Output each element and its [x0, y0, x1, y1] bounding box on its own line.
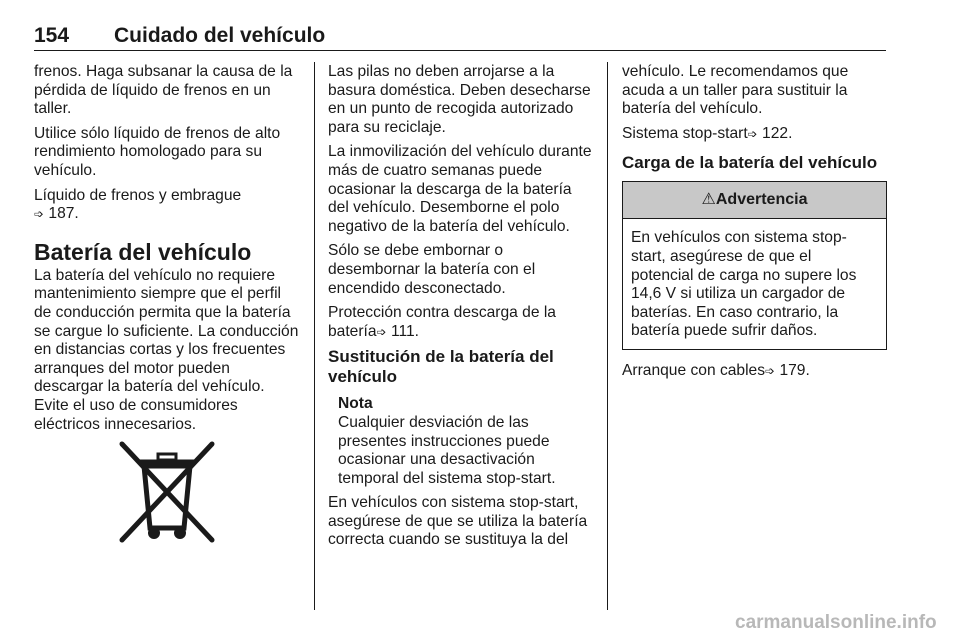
paragraph: La inmovilización del vehículo durante más de cuatro semanas puede ocasionar la descarga de la batería del vehículo. Desemborne el polo negativo de la batería del vehículo. [328, 143, 592, 235]
cross-reference-link[interactable] [748, 125, 793, 142]
warning-title: Advertencia [715, 191, 808, 209]
warning-header [623, 182, 886, 219]
paragraph: frenos. Haga subsanar la causa de la pérdida de líquido de frenos en un taller. [34, 63, 293, 118]
paragraph: La batería del vehículo no requiere mantenimiento siempre que el perfil de conducción permita que la batería se cargue lo suficiente. La conducción en distancias cortas y los frecuentes arranques del motor pueden descargar la batería del vehículo. Evite el uso de consumidores eléctricos innecesarios. [34, 266, 299, 433]
paragraph-text: Arranque con cables [622, 361, 766, 379]
recycling-symbol-container [34, 440, 299, 550]
note-box [328, 395, 593, 488]
column-middle [328, 63, 593, 556]
paragraph: vehículo. Le recomendamos que acuda a un taller para sustituir la batería del vehículo. [622, 63, 849, 118]
section-heading: Batería del vehículo [34, 238, 252, 265]
paragraph: Las pilas no deben arrojarse a la basura doméstica. Deben desecharse en un punto de recogida autorizado para su reciclaje. [328, 63, 591, 136]
watermark: carmanualsonline.info [735, 612, 937, 633]
paragraph [622, 362, 887, 381]
cross-reference-link[interactable] [34, 205, 79, 222]
cross-reference-link[interactable] [765, 362, 810, 379]
note-title: Nota [338, 395, 373, 413]
crossed-out-bin-icon [118, 440, 216, 544]
warning-icon: ⚠ [701, 191, 716, 209]
warning-body: En vehículos con sistema stop-start, asegúrese de que el potencial de carga no supere los 14,6 V si utiliza un cargador de baterías. En caso contrario, la batería puede sufrir daños. [631, 229, 857, 340]
column-divider [314, 62, 315, 610]
page-header [34, 10, 886, 51]
page-ref: 111. [386, 322, 419, 340]
paragraph: Utilice sólo líquido de frenos de alto rendimiento homologado para su vehículo. [34, 124, 281, 179]
paragraph: Sólo se debe embornar o desembornar la batería con el encendido desconectado. [328, 242, 536, 297]
page-number: 154 [34, 24, 70, 47]
cross-reference-link[interactable] [377, 323, 419, 340]
subsection-heading: Sustitución de la batería del vehículo [328, 347, 554, 387]
column-left [34, 63, 299, 550]
paragraph-text: Líquido de frenos y embrague [34, 186, 242, 204]
paragraph: En vehículos con sistema stop-start, asegúrese de que se utiliza la batería correcta cuando se sustituya la del [328, 494, 588, 549]
paragraph [622, 125, 887, 144]
page-ref: 179. [775, 361, 810, 379]
page-ref: 122. [757, 124, 793, 142]
paragraph [328, 304, 593, 341]
subsection-heading: Carga de la batería del vehículo [622, 153, 878, 173]
column-right [622, 63, 887, 387]
paragraph-text: Sistema stop-start [622, 124, 748, 142]
warning-box [622, 181, 887, 350]
paragraph [34, 187, 299, 224]
chapter-title: Cuidado del vehículo [114, 24, 326, 47]
note-body: Cualquier desviación de las presentes instrucciones puede ocasionar una desactivación temporal del sistema stop-start. [338, 413, 556, 487]
page-ref: 187. [44, 205, 79, 223]
paragraph-text: Protección contra descarga de la batería [328, 304, 556, 340]
column-divider [607, 62, 608, 610]
